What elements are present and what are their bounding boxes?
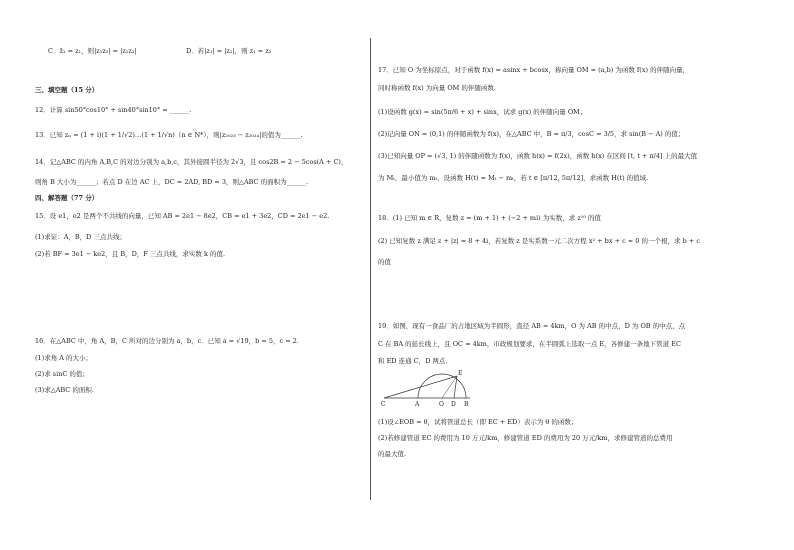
question-18-line1: 18．(1) 已知 m ∈ R，复数 z = (m + 1) + (−2 + mi) 为实数，求 z¹⁰ 的值 [378,214,602,222]
question-19-line2: C 在 BA 的延长线上，且 OC = 4km，市政规划要求，在半圆弧上选取一点 E，各修建一条地下管道 EC [378,340,681,348]
figure-label-b: B [464,401,469,408]
question-19-part2-line2: 的最大值. [378,450,407,458]
question-13: 13．已知 zₙ = (1 + i)(1 + 1/√2)…(1 + 1/√n)（n ∈ N*），则|z₂₀₂₃ − z₂₀₂₄|的值为______. [35,131,303,139]
question-16-part3: (3)求△ABC 的面积. [35,386,94,394]
question-16-stem: 16．在△ABC 中，角 A，B，C 所对的边分别为 a，b，c．已知 a = √19，b = 5，c = 2． [35,337,304,345]
question-14-line1: 14．记△ABC 的内角 A,B,C 的对边分别为 a,b,c，其外接圆半径为 2√3，且 cos2B = 2 − 5cos(A + C)， [35,158,348,166]
figure-label-d: D [451,401,456,408]
figure-label-c: C [381,401,386,408]
figure-label-a: A [415,401,420,408]
question-17-line1: 17．已知 O 为坐标原点，对于函数 f(x) = asinx + bcosx，称向量 OM = (a,b) 为函数 f(x) 的伴随向量， [378,66,690,74]
question-18-line2: (2) 已知复数 z 满足 z + |z| = 8 + 4i，若复数 z 是实系数一元二次方程 x² + bx + c = 0 的一个根，求 b + c [378,237,700,245]
option-d: D．若|z₁| = |z₂|，则 z₁ = z₂ [186,47,272,55]
question-16-part2: (2)求 sinC 的值； [35,370,89,378]
question-17-part2: (2)记向量 ON = (0,1) 的伴随函数为 f(x)，在△ABC 中，B = π/3，cosC = 3/5，求 sin(B − A) 的值； [378,130,685,138]
question-17-line2: 同时称函数 f(x) 为向量 OM 的伴随函数. [378,84,496,92]
section-solve-heading: 四、解答题（77 分） [35,194,99,202]
semicircle-pipeline-figure [378,368,478,408]
question-17-part3-line1: (3)已知向量 OP = (√3, 1) 的伴随函数为 f(x)，函数 h(x) = f(2x)，函数 h(x) 在区间 [t, t + π/4] 上的最大值 [378,152,698,160]
question-15-part1: (1)求证：A，B，D 三点共线； [35,233,126,241]
figure-label-o: O [439,401,444,408]
question-19-line1: 19．如图，现有一食品厂的占地区域为半圆形，直径 AB = 4km，O 为 AB 的中点，D 为 OB 的中点，点 [378,322,686,330]
question-15-part2: (2)若 BF = 3e1 − ke2，且 B，D，F 三点共线，求实数 k 的值. [35,250,226,258]
column-divider [370,38,371,500]
question-17-part1: (1)设函数 g(x) = sin(5π/6 + x) + sinx，试求 g(x) 的伴随向量 OM； [378,108,587,116]
question-19-part2-line1: (2)若修建管道 EC 的费用为 10 万元/km，修建管道 ED 的费用为 20 万元/km，求修建管道的总费用 [378,434,673,442]
question-12: 12．计算 sin50°cos10° + sin40°sin10° = ______. [35,106,192,114]
question-14-line2: 则角 B 大小为______；若点 D 在边 AC 上，DC = 2AD, BD = 3，则△ABC 的面积为______. [35,178,309,186]
question-18-line3: 的值 [378,258,391,266]
question-16-part1: (1)求角 A 的大小； [35,354,93,362]
question-19-part1: (1)设∠EOB = θ，试将管道总长（即 EC + ED）表示为 θ 的函数； [378,418,578,426]
question-19-line3: 和 ED 连通 C，D 两点. [378,357,448,365]
option-c: C．z̄₁ = z₁，则|z₁z₂| = |z₁z₂| [48,47,137,55]
question-17-part3-line2: 为 Mₜ，最小值为 mₜ，设函数 H(t) = Mₜ − mₜ，若 t ∈ [π/12, 5π/12]，求函数 H(t) 的值域. [378,174,649,182]
figure-label-e: E [458,370,463,377]
section-fill-in-heading: 三、填空题（15 分） [35,86,99,94]
question-15-stem: 15．设 e1，e2 是两个不共线的向量，已知 AB = 2e1 − 8e2，CB = e1 + 3e2，CD = 2e1 − e2. [35,212,330,220]
